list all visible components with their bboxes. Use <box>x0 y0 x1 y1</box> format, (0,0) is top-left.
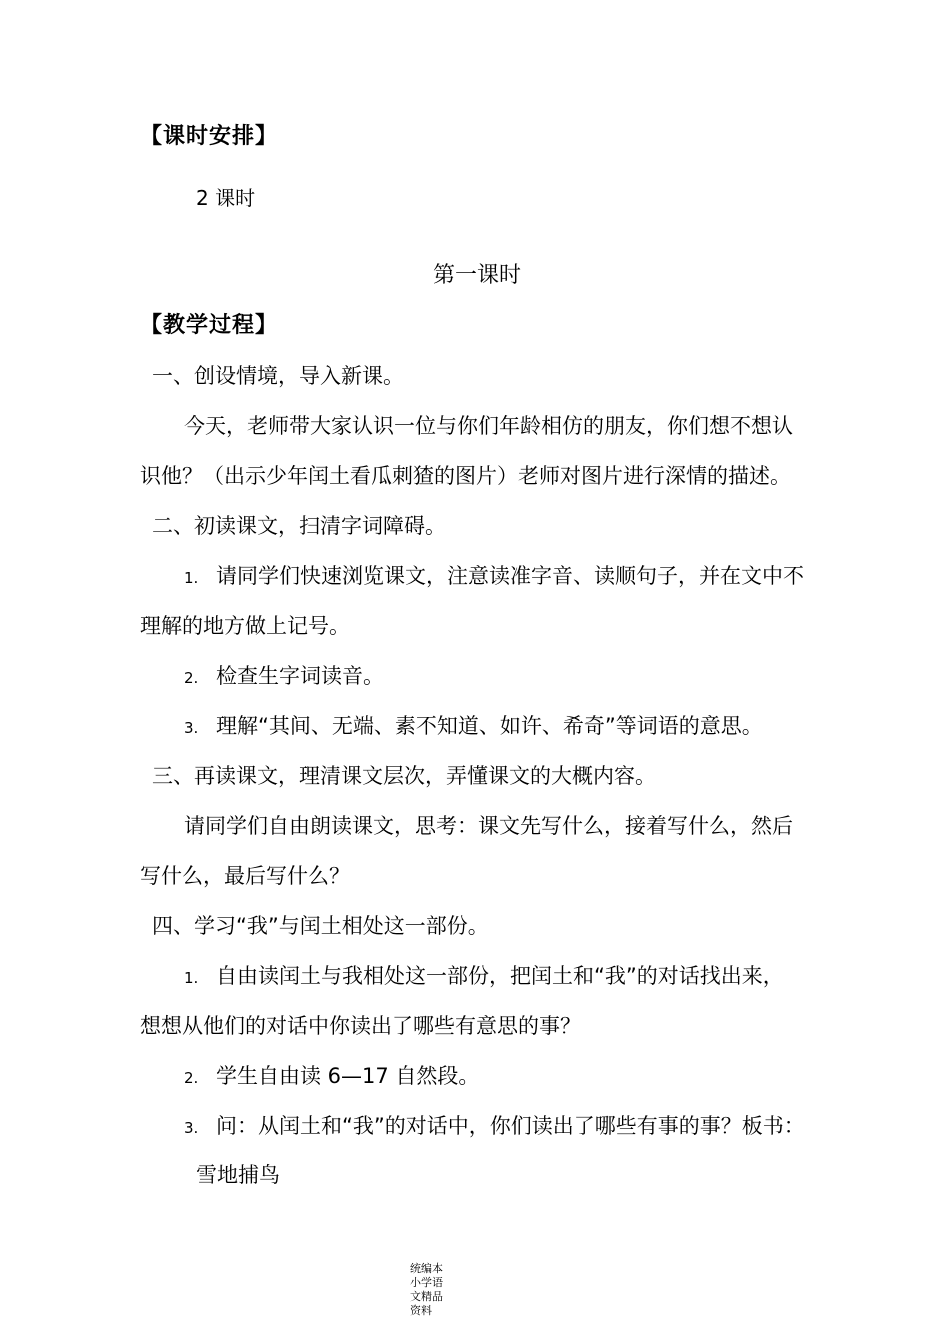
step-3-paragraph-line-2: 写什么，最后写什么？ <box>140 864 350 888</box>
step-2-item-1-text: 请同学们快速浏览课文，注意读准字音、读顺句子，并在文中不 <box>216 564 804 588</box>
step-4-item-3 <box>184 1113 805 1141</box>
step-4-item-3-text: 问：从闰土和“我”的对话中，你们读出了哪些有事的事？板书： <box>216 1114 805 1138</box>
footer-note: 统编本小学语文精品资料 <box>410 1262 443 1317</box>
step-4-title: 四、学习“我”与闰土相处这一部份。 <box>152 914 489 938</box>
schedule-value: 2 课时 <box>196 186 256 210</box>
step-4-item-2-text: 学生自由读 6—17 自然段。 <box>216 1064 480 1088</box>
step-2-item-2 <box>184 663 384 691</box>
step-3-title: 三、再读课文，理清课文层次，弄懂课文的大概内容。 <box>152 764 656 788</box>
schedule-heading: 【课时安排】 <box>140 124 279 149</box>
step-4-item-1-number: 1. <box>184 969 199 987</box>
step-4-item-2 <box>184 1063 479 1091</box>
step-2-item-1-number: 1. <box>184 569 199 587</box>
step-2-item-2-text: 检查生字词读音。 <box>216 664 384 688</box>
step-1-paragraph-line-1: 今天，老师带大家认识一位与你们年龄相仿的朋友，你们想不想认 <box>184 414 793 438</box>
step-2-item-3-number: 3. <box>184 719 199 737</box>
process-heading: 【教学过程】 <box>140 313 279 338</box>
step-4-item-2-number: 2. <box>184 1069 199 1087</box>
step-4-board-item: 雪地捕鸟 <box>196 1163 280 1187</box>
step-3-paragraph-line-1: 请同学们自由朗读课文，思考：课文先写什么，接着写什么，然后 <box>184 814 793 838</box>
step-4-item-1-line-1 <box>184 963 784 991</box>
step-2-item-2-number: 2. <box>184 669 199 687</box>
step-4-item-1-line-2: 想想从他们的对话中你读出了哪些有意思的事？ <box>140 1014 581 1038</box>
step-2-item-3-text: 理解“其间、无端、素不知道、如许、希奇”等词语的意思。 <box>216 714 763 738</box>
step-2-item-1-line-2: 理解的地方做上记号。 <box>140 614 350 638</box>
step-1-paragraph-line-2: 识他？（出示少年闰土看瓜刺猹的图片）老师对图片进行深情的描述。 <box>140 464 791 488</box>
step-2-item-3 <box>184 713 763 741</box>
step-2-title: 二、初读课文，扫清字词障碍。 <box>152 514 446 538</box>
step-4-item-1-text: 自由读闰土与我相处这一部份，把闰土和“我”的对话找出来， <box>216 964 784 988</box>
step-1-title: 一、创设情境，导入新课。 <box>152 364 404 388</box>
lesson-title: 第一课时 <box>433 263 522 288</box>
step-4-item-3-number: 3. <box>184 1119 199 1137</box>
step-2-item-1-line-1 <box>184 563 804 591</box>
